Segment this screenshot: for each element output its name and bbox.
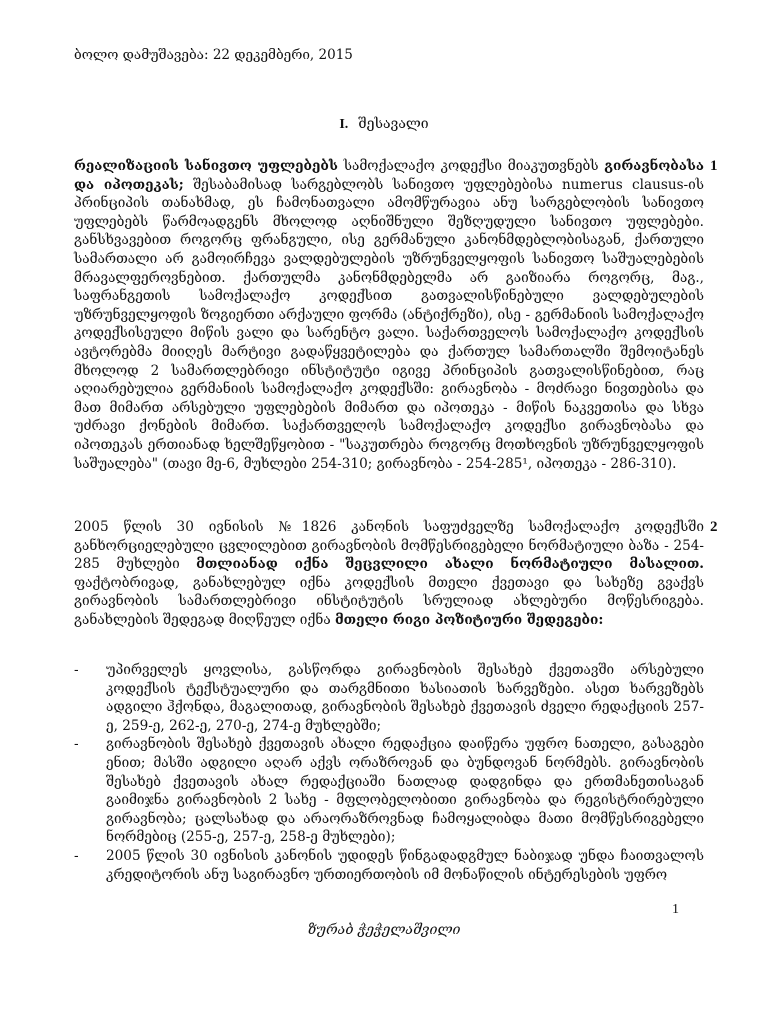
footer-author: ზურაბ ჭეჭელაშვილი	[307, 922, 461, 938]
section-heading	[0, 116, 768, 133]
list-dash: -	[74, 736, 79, 753]
last-updated-line: ბოლო დამუშავება: 22 დეკემბერი, 2015	[74, 47, 353, 63]
paragraph1-run-2: გირავნობასა და იპოთეკას;	[74, 158, 704, 193]
paragraph2-run-2: ფაქტობრივად, განახლებულ იქნა კოდექსის მთელი ქვეთავი და სახეზე გვაქვს გირავნობის სამართლებრივი ინსტიტუტის სრულიად ახლებური მოწესრიგება. განახლების შედეგად მიღწეულ იქნა	[74, 574, 704, 628]
paragraph-1	[74, 157, 704, 473]
list-item	[74, 847, 704, 884]
list-dash: -	[74, 847, 79, 864]
list-item	[74, 735, 704, 847]
paragraph-number-1: 1	[710, 158, 718, 174]
paragraph-2	[74, 518, 704, 630]
positive-results-list	[74, 661, 704, 884]
paragraph2-run-3: მთელი რიგი პოზიტიური შედეგები:	[334, 611, 604, 628]
paragraph2-run-0: 2005 წლის 30 ივნისის №1826 კანონის საფუძველზე სამოქალაქო კოდექსში განხორციელებული ცვლილებით გირავნობის მომწესრიგებელი ნორმატიული ბაზა - 254-285 მუხლები	[74, 519, 704, 573]
section-number: I.	[339, 117, 349, 132]
page-number: 1	[672, 902, 679, 917]
list-item-text: უპირველეს ყოვლისა, გასწორდა გირავნობის შესახებ ქვეთავში არსებული კოდექსის ტექსტუალური და თარგმნითი ხასიათის ხარვეზები. ასეთ ხარვეზებს ადგილი ჰქონდა, მაგალითად, გირავნობის შესახებ ქვეთავის ძველი რედაქციის 257-ე, 259-ე, 262-ე, 270-ე, 274-ე მუხლებში;	[106, 662, 704, 734]
list-dash: -	[74, 662, 79, 678]
list-item	[74, 661, 704, 735]
paragraph1-run-0: რეალიზაციის სანივთო უფლებებს	[74, 158, 338, 174]
section-title-text: შესავალი	[358, 116, 429, 132]
list-item-text: გირავნობის შესახებ ქვეთავის ახალი რედაქცია დაიწერა უფრო ნათელი, გასაგები ენით; მასში ადგილი აღარ აქვს ორაზროვან და ბუნდოვან ნორმებს. გირავნობის შესახებ ქვეთავის ახალ რედაქციაში ნათლად დადგინდა და ერთმანეთისაგან გაიმიჯნა გირავნობის 2 სახე - მფლობელობითი გირავნობა და რეგისტრირებული გირავნობა; ცალსახად და არაორაზროვნად ჩამოყალიბდა მათი მომწესრიგებელი ნორმებიც (255-ე, 257-ე, 258-ე მუხლები);	[106, 736, 704, 846]
paragraph-number-2: 2	[710, 519, 718, 535]
paragraph1-run-3: შესაბამისად სარგებლობს სანივთო უფლებებისა numerus clausus-ის პრინციპის თანახმად, ეს ჩამონათვალი ამომწურავია ანუ სარგებლობის სანივთო უფლებებს წარმოადგენს მხოლოდ აღნიშნული შეზღუდული სანივთო უფლებები. განსხვავებით როგორც ფრანგული, ისე გერმანული კანონმდებლობისაგან, ქართული სამართალი არ გამოირჩევა ვალდებულების უზრუნველყოფის სანივთო საშუალებების მრავალფეროვნებით. ქართულმა კანონმდებელმა არ გაიზიარა როგორც, მაგ., საფრანგეთის სამოქალაქო კოდექსით გათვალისწინებული ვალდებულების უზრუნველყოფის ზოგიერთი არქაული ფორმა (ანტიქრეზი), ისე - გერმანიის სამოქალაქო კოდექსისეული მიწის ვალი და სარენტო ვალი. საქართველოს სამოქალაქო კოდექსის ავტორებმა მიიღეს მარტივი გადაწყვეტილება და ქართულ სამართალში შემოიტანეს მხოლოდ 2 სამართლებრივი ინსტიტუტი იგივე პრინციპის გათვალისწინებით, რაც აღიარებულია გერმანიის სამოქალაქო კოდექსში: გირავნობა - მოძრავი ნივთებისა და მათ მიმართ არსებული უფლებების მიმართ და იპოთეკა - მიწის ნაკვეთისა და სხვა უძრავი ქონების მიმართ. საქართველოს სამოქალაქო კოდექსი გირავნობასა და იპოთეკას ერთიანად ხელშეწყობით - "საკუთრება როგორც მოთხოვნის უზრუნველყოფის საშუალება" (თავი მე-6, მუხლები 254-310; გირავნობა - 254-285¹, იპოთეკა - 286-310).	[74, 176, 705, 472]
list-item-text: 2005 წლის 30 ივნისის კანონის უდიდეს წინგადადგმულ ნაბიჯად უნდა ჩაითვალოს კრედიტორის ანუ საგირავნო ურთიერთობის იმ მონაწილის ინტერესების უფრო	[106, 847, 704, 883]
paragraph1-run-1: სამოქალაქო კოდექსი მიაკუთვნებს	[337, 158, 605, 174]
paragraph2-run-1: მთლიანად იქნა შეცვლილი ახალი ნორმატიული მასალით.	[196, 556, 704, 573]
